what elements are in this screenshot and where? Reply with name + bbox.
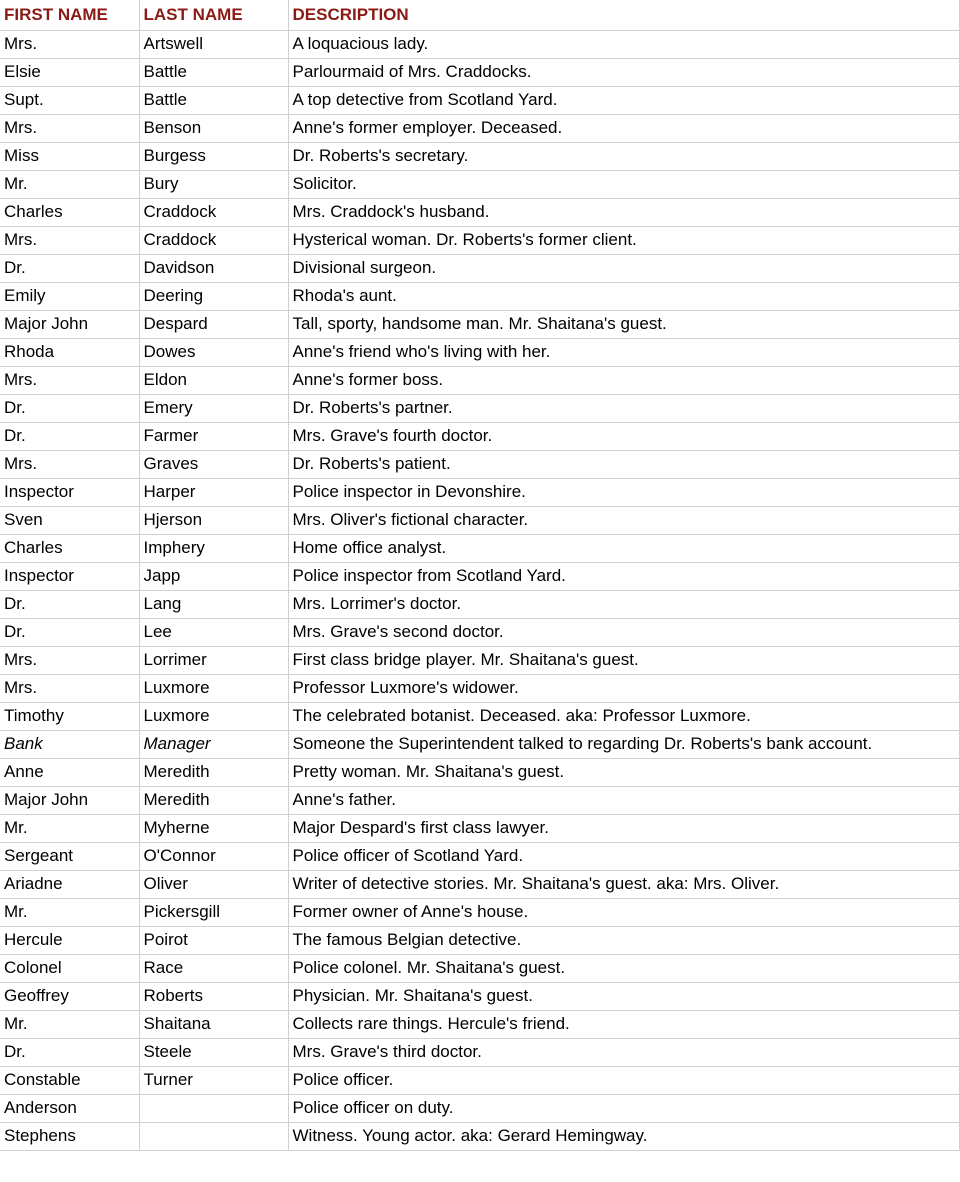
description-cell: Police officer on duty.	[288, 1094, 959, 1122]
first-name-cell: Mr.	[0, 170, 139, 198]
first-name-cell: Colonel	[0, 954, 139, 982]
first-name-cell: Geoffrey	[0, 982, 139, 1010]
description-cell: The celebrated botanist. Deceased. aka: Professor Luxmore.	[288, 702, 959, 730]
description-cell: Dr. Roberts's secretary.	[288, 142, 959, 170]
last-name-cell: Artswell	[139, 30, 288, 58]
description-cell: Mrs. Lorrimer's doctor.	[288, 590, 959, 618]
description-cell: Home office analyst.	[288, 534, 959, 562]
table-row	[0, 1038, 959, 1066]
last-name-cell: Luxmore	[139, 674, 288, 702]
first-name-cell: Inspector	[0, 478, 139, 506]
description-cell: Pretty woman. Mr. Shaitana's guest.	[288, 758, 959, 786]
description-cell: Physician. Mr. Shaitana's guest.	[288, 982, 959, 1010]
table-row	[0, 1066, 959, 1094]
table-row	[0, 366, 959, 394]
description-cell: Someone the Superintendent talked to regarding Dr. Roberts's bank account.	[288, 730, 959, 758]
last-name-cell: Davidson	[139, 254, 288, 282]
last-name-cell: Craddock	[139, 226, 288, 254]
table-row	[0, 1094, 959, 1122]
description-cell: Mrs. Oliver's fictional character.	[288, 506, 959, 534]
table-row	[0, 898, 959, 926]
description-cell: Parlourmaid of Mrs. Craddocks.	[288, 58, 959, 86]
last-name-cell: Poirot	[139, 926, 288, 954]
table-row	[0, 394, 959, 422]
table-row	[0, 674, 959, 702]
first-name-cell: Dr.	[0, 254, 139, 282]
last-name-cell: Lang	[139, 590, 288, 618]
header-description: DESCRIPTION	[288, 0, 959, 30]
description-cell: Divisional surgeon.	[288, 254, 959, 282]
first-name-cell: Supt.	[0, 86, 139, 114]
last-name-cell: Craddock	[139, 198, 288, 226]
table-row	[0, 814, 959, 842]
table-row	[0, 870, 959, 898]
description-cell: Mrs. Grave's fourth doctor.	[288, 422, 959, 450]
header-first-name: FIRST NAME	[0, 0, 139, 30]
description-cell: Anne's friend who's living with her.	[288, 338, 959, 366]
first-name-cell: Mr.	[0, 898, 139, 926]
first-name-cell: Sergeant	[0, 842, 139, 870]
description-cell: Rhoda's aunt.	[288, 282, 959, 310]
table-row	[0, 506, 959, 534]
first-name-cell: Charles	[0, 198, 139, 226]
description-cell: Anne's former boss.	[288, 366, 959, 394]
first-name-cell: Elsie	[0, 58, 139, 86]
description-cell: Police inspector in Devonshire.	[288, 478, 959, 506]
last-name-cell: Race	[139, 954, 288, 982]
table-row	[0, 562, 959, 590]
first-name-cell: Dr.	[0, 618, 139, 646]
description-cell: Writer of detective stories. Mr. Shaitana's guest. aka: Mrs. Oliver.	[288, 870, 959, 898]
last-name-cell	[139, 1122, 288, 1150]
table-row	[0, 646, 959, 674]
last-name-cell: Roberts	[139, 982, 288, 1010]
last-name-cell: Farmer	[139, 422, 288, 450]
last-name-cell: Steele	[139, 1038, 288, 1066]
last-name-cell: Luxmore	[139, 702, 288, 730]
last-name-cell: Burgess	[139, 142, 288, 170]
description-cell: Collects rare things. Hercule's friend.	[288, 1010, 959, 1038]
table-body	[0, 30, 959, 1150]
table-row	[0, 926, 959, 954]
description-cell: Witness. Young actor. aka: Gerard Hemingway.	[288, 1122, 959, 1150]
last-name-cell: Imphery	[139, 534, 288, 562]
header-last-name: LAST NAME	[139, 0, 288, 30]
first-name-cell: Miss	[0, 142, 139, 170]
description-cell: Police colonel. Mr. Shaitana's guest.	[288, 954, 959, 982]
last-name-cell: Lee	[139, 618, 288, 646]
first-name-cell: Mrs.	[0, 646, 139, 674]
description-cell: Solicitor.	[288, 170, 959, 198]
description-cell: Anne's father.	[288, 786, 959, 814]
first-name-cell: Mrs.	[0, 366, 139, 394]
header-row	[0, 0, 959, 30]
last-name-cell: Eldon	[139, 366, 288, 394]
first-name-cell: Dr.	[0, 590, 139, 618]
table-row	[0, 1010, 959, 1038]
last-name-cell: Oliver	[139, 870, 288, 898]
table-row	[0, 198, 959, 226]
table-row	[0, 534, 959, 562]
first-name-cell: Hercule	[0, 926, 139, 954]
table-row	[0, 758, 959, 786]
first-name-cell: Mrs.	[0, 30, 139, 58]
first-name-cell: Mr.	[0, 1010, 139, 1038]
table-row	[0, 114, 959, 142]
last-name-cell: Graves	[139, 450, 288, 478]
first-name-cell: Major John	[0, 786, 139, 814]
description-cell: Mrs. Grave's third doctor.	[288, 1038, 959, 1066]
last-name-cell: Harper	[139, 478, 288, 506]
description-cell: Police officer.	[288, 1066, 959, 1094]
first-name-cell: Rhoda	[0, 338, 139, 366]
last-name-cell: Battle	[139, 86, 288, 114]
description-cell: Mrs. Grave's second doctor.	[288, 618, 959, 646]
last-name-cell: Hjerson	[139, 506, 288, 534]
description-cell: Police inspector from Scotland Yard.	[288, 562, 959, 590]
table-row	[0, 282, 959, 310]
last-name-cell: Emery	[139, 394, 288, 422]
first-name-cell: Stephens	[0, 1122, 139, 1150]
table-row	[0, 30, 959, 58]
table-row	[0, 618, 959, 646]
last-name-cell: Pickersgill	[139, 898, 288, 926]
description-cell: A loquacious lady.	[288, 30, 959, 58]
table-row	[0, 786, 959, 814]
first-name-cell: Anderson	[0, 1094, 139, 1122]
last-name-cell	[139, 1094, 288, 1122]
first-name-cell: Mr.	[0, 814, 139, 842]
last-name-cell: Meredith	[139, 786, 288, 814]
first-name-cell: Inspector	[0, 562, 139, 590]
first-name-cell: Ariadne	[0, 870, 139, 898]
first-name-cell: Mrs.	[0, 674, 139, 702]
last-name-cell: Lorrimer	[139, 646, 288, 674]
table-row	[0, 338, 959, 366]
description-cell: First class bridge player. Mr. Shaitana's guest.	[288, 646, 959, 674]
first-name-cell: Timothy	[0, 702, 139, 730]
table-row	[0, 478, 959, 506]
last-name-cell: Deering	[139, 282, 288, 310]
table-row	[0, 226, 959, 254]
description-cell: Police officer of Scotland Yard.	[288, 842, 959, 870]
first-name-cell: Mrs.	[0, 226, 139, 254]
first-name-cell: Constable	[0, 1066, 139, 1094]
table-row	[0, 954, 959, 982]
last-name-cell: Meredith	[139, 758, 288, 786]
last-name-cell: Despard	[139, 310, 288, 338]
first-name-cell: Sven	[0, 506, 139, 534]
first-name-cell: Major John	[0, 310, 139, 338]
last-name-cell: Shaitana	[139, 1010, 288, 1038]
first-name-cell: Dr.	[0, 422, 139, 450]
table-row	[0, 590, 959, 618]
last-name-cell: Benson	[139, 114, 288, 142]
description-cell: A top detective from Scotland Yard.	[288, 86, 959, 114]
first-name-cell: Emily	[0, 282, 139, 310]
last-name-cell: Turner	[139, 1066, 288, 1094]
table-row	[0, 982, 959, 1010]
last-name-cell: Myherne	[139, 814, 288, 842]
last-name-cell: Bury	[139, 170, 288, 198]
first-name-cell: Mrs.	[0, 450, 139, 478]
description-cell: Hysterical woman. Dr. Roberts's former client.	[288, 226, 959, 254]
last-name-cell: Manager	[139, 730, 288, 758]
table-row	[0, 58, 959, 86]
last-name-cell: O'Connor	[139, 842, 288, 870]
first-name-cell: Mrs.	[0, 114, 139, 142]
table-row	[0, 842, 959, 870]
table-row	[0, 730, 959, 758]
description-cell: Former owner of Anne's house.	[288, 898, 959, 926]
table-row	[0, 450, 959, 478]
last-name-cell: Dowes	[139, 338, 288, 366]
first-name-cell: Dr.	[0, 1038, 139, 1066]
description-cell: Major Despard's first class lawyer.	[288, 814, 959, 842]
table-row	[0, 702, 959, 730]
description-cell: The famous Belgian detective.	[288, 926, 959, 954]
table-row	[0, 310, 959, 338]
description-cell: Professor Luxmore's widower.	[288, 674, 959, 702]
description-cell: Dr. Roberts's partner.	[288, 394, 959, 422]
last-name-cell: Japp	[139, 562, 288, 590]
table-row	[0, 86, 959, 114]
first-name-cell: Charles	[0, 534, 139, 562]
table-row	[0, 254, 959, 282]
last-name-cell: Battle	[139, 58, 288, 86]
first-name-cell: Dr.	[0, 394, 139, 422]
table-row	[0, 1122, 959, 1150]
first-name-cell: Bank	[0, 730, 139, 758]
description-cell: Mrs. Craddock's husband.	[288, 198, 959, 226]
table-row	[0, 142, 959, 170]
description-cell: Anne's former employer. Deceased.	[288, 114, 959, 142]
first-name-cell: Anne	[0, 758, 139, 786]
table-row	[0, 422, 959, 450]
description-cell: Tall, sporty, handsome man. Mr. Shaitana's guest.	[288, 310, 959, 338]
table-row	[0, 170, 959, 198]
description-cell: Dr. Roberts's patient.	[288, 450, 959, 478]
